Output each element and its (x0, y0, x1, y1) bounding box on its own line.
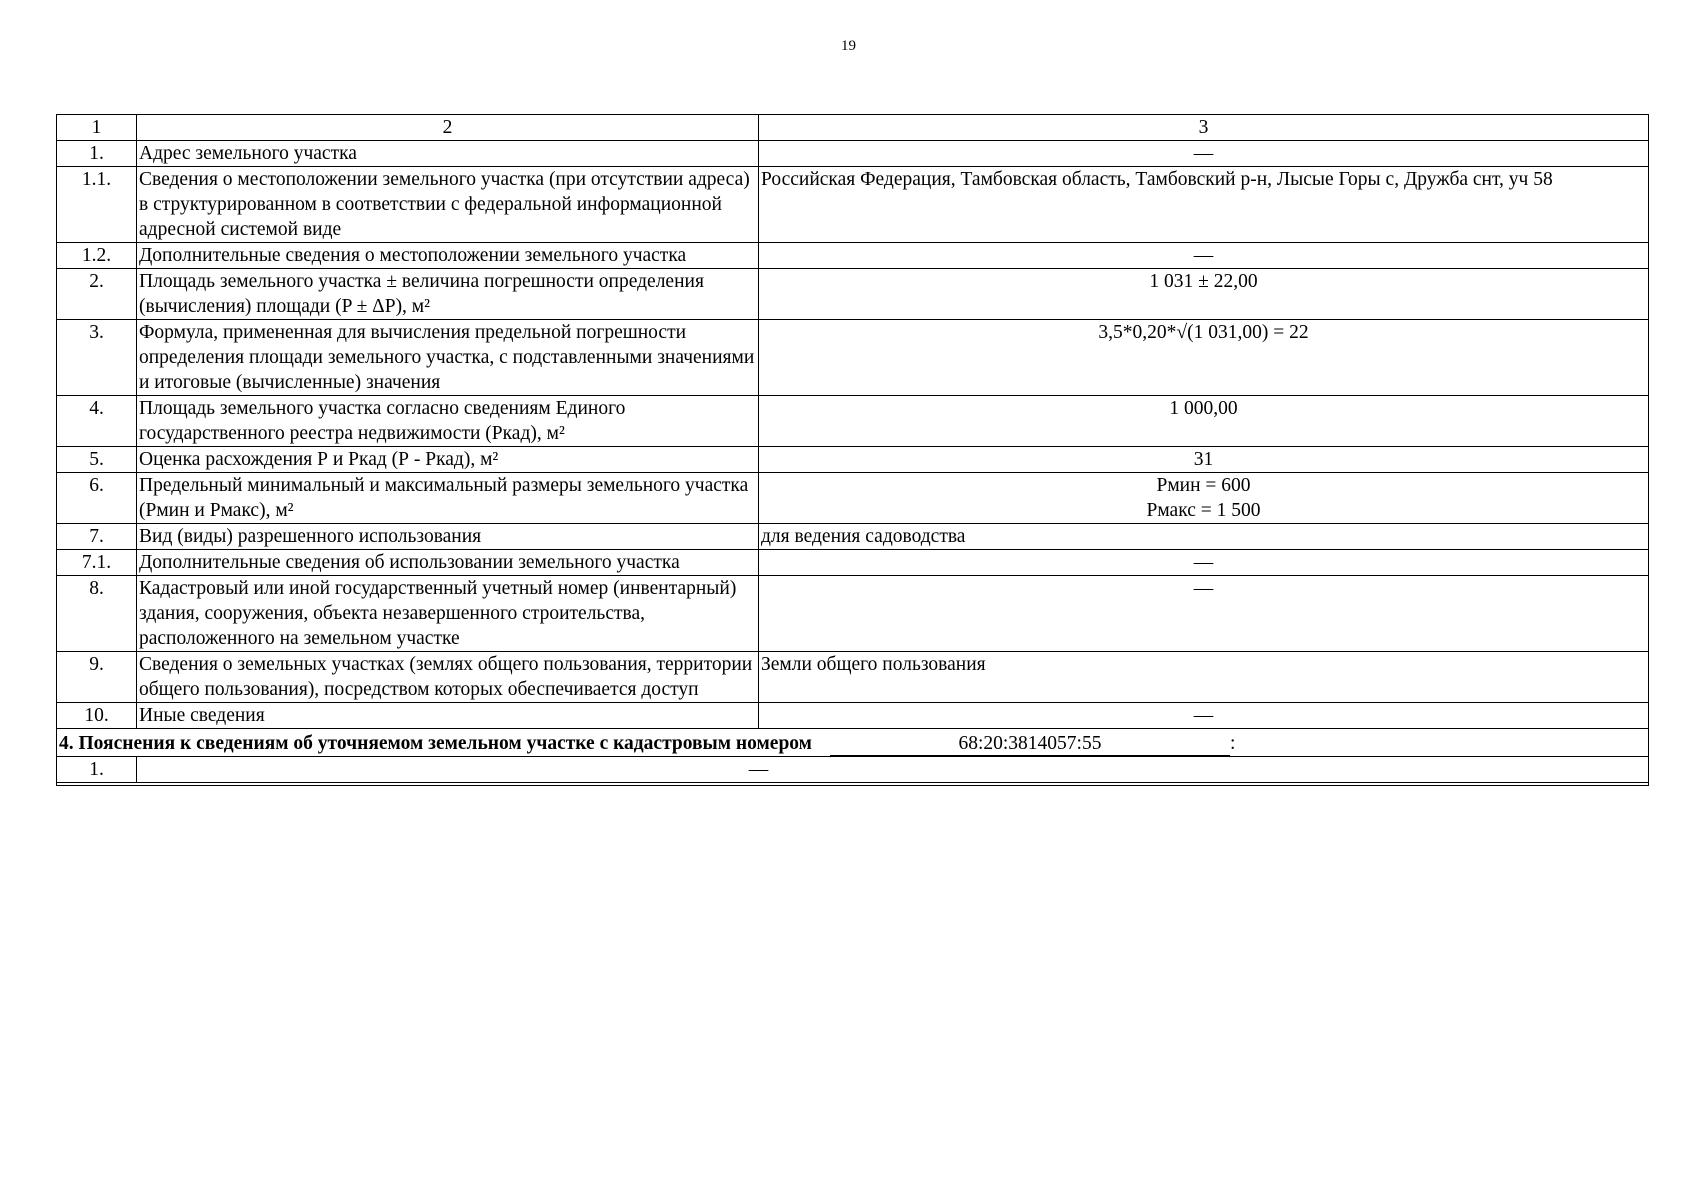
table-row (57, 269, 1649, 320)
row-number: 4. (57, 396, 137, 447)
table-row (57, 703, 1649, 729)
row-number: 7. (57, 524, 137, 550)
table-row (57, 473, 1649, 524)
row-value: — (759, 141, 1649, 167)
row-label: Адрес земельного участка (137, 141, 759, 167)
row-value: — (759, 550, 1649, 576)
row-number: 2. (57, 269, 137, 320)
land-plot-table (56, 114, 1649, 786)
table-row (57, 652, 1649, 703)
row-value: 1 031 ± 22,00 (759, 269, 1649, 320)
row-value: Земли общего пользования (759, 652, 1649, 703)
row-label: Дополнительные сведения об использовании земельного участка (137, 550, 759, 576)
table-row (57, 524, 1649, 550)
row-label: Иные сведения (137, 703, 759, 729)
header-col-2: 2 (137, 115, 759, 141)
section-4-title: 4. Пояснения к сведениям об уточняемом земельном участке с кадастровым номером (59, 733, 812, 754)
max-size-value: Рмакс = 1 500 (1146, 500, 1261, 521)
row-label: Площадь земельного участка ± величина погрешности определения (вычисления) площади (P ± ΔP), м² (137, 269, 759, 320)
table-row (57, 550, 1649, 576)
table-row (57, 447, 1649, 473)
section-4-header-row (57, 729, 1649, 757)
row-label: Площадь земельного участка согласно сведениям Единого государственного реестра недвижимости (Ркад), м² (137, 396, 759, 447)
row-label: Дополнительные сведения о местоположении земельного участка (137, 243, 759, 269)
row-value: — (759, 243, 1649, 269)
section-4-header (57, 729, 1649, 757)
section-4-row (57, 757, 1649, 783)
row-value: 3,5*0,20*√(1 031,00) = 22 (759, 320, 1649, 396)
row-number: 1.2. (57, 243, 137, 269)
row-label: Формула, примененная для вычисления предельной погрешности определения площади земельного участка, с подставленными значениями и итоговые (вычисленные) значения (137, 320, 759, 396)
row-number: 6. (57, 473, 137, 524)
row-value: — (759, 576, 1649, 652)
row-value (759, 473, 1649, 524)
row-number: 8. (57, 576, 137, 652)
section-4-row-value: — (137, 757, 1649, 783)
row-number: 1. (57, 757, 137, 783)
table-row (57, 576, 1649, 652)
row-number: 9. (57, 652, 137, 703)
table-row (57, 396, 1649, 447)
table-bottom-spacer (57, 783, 1649, 786)
row-value: Российская Федерация, Тамбовская область, Тамбовский р-н, Лысые Горы с, Дружба снт, уч 58 (759, 167, 1649, 243)
cadastral-number: 68:20:3814057:55 (830, 733, 1230, 756)
row-value: — (759, 703, 1649, 729)
row-number: 5. (57, 447, 137, 473)
row-label: Сведения о местоположении земельного участка (при отсутствии адреса) в структурированном в соответствии с федеральной информационной адресной системой виде (137, 167, 759, 243)
row-number: 7.1. (57, 550, 137, 576)
row-label: Оценка расхождения Р и Ркад (Р - Ркад), м² (137, 447, 759, 473)
header-col-1: 1 (57, 115, 137, 141)
row-label: Кадастровый или иной государственный учетный номер (инвентарный) здания, сооружения, объекта незавершенного строительства, расположенного на земельном участке (137, 576, 759, 652)
section-4-colon: : (1229, 733, 1236, 754)
row-number: 3. (57, 320, 137, 396)
row-number: 1.1. (57, 167, 137, 243)
row-value: 1 000,00 (759, 396, 1649, 447)
row-number: 1. (57, 141, 137, 167)
row-number: 10. (57, 703, 137, 729)
row-value: для ведения садоводства (759, 524, 1649, 550)
table-row (57, 141, 1649, 167)
table-row (57, 320, 1649, 396)
header-row (57, 115, 1649, 141)
row-label: Предельный минимальный и максимальный размеры земельного участка (Рмин и Рмакс), м² (137, 473, 759, 524)
row-label: Сведения о земельных участках (землях общего пользования, территории общего пользования), посредством которых обеспечивается доступ (137, 652, 759, 703)
table-bottom-border (57, 783, 1649, 786)
page-number: 19 (841, 38, 856, 54)
row-label: Вид (виды) разрешенного использования (137, 524, 759, 550)
table-row (57, 243, 1649, 269)
header-col-3: 3 (759, 115, 1649, 141)
min-size-value: Рмин = 600 (1156, 475, 1251, 496)
table-row (57, 167, 1649, 243)
row-value: 31 (759, 447, 1649, 473)
